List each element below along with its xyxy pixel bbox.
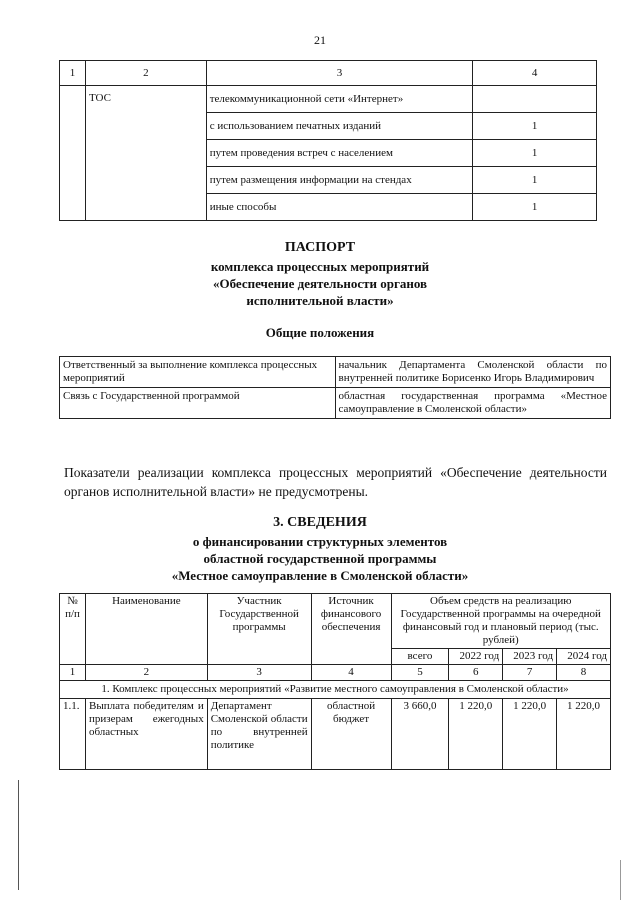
empty-cell: [60, 86, 86, 221]
col-number: 8: [557, 665, 611, 681]
col-number: 2: [85, 665, 207, 681]
header-year: 2024 год: [557, 649, 611, 665]
section3-subtitle-line: «Местное самоуправление в Смоленской области»: [171, 568, 469, 583]
value-cell: 1: [473, 113, 597, 140]
row-2022: 1 220,0: [449, 699, 503, 770]
header-year: 2023 год: [503, 649, 557, 665]
table-row: [60, 388, 611, 419]
value-cell: областная государственная программа «Местное самоуправление в Смоленской области»: [335, 388, 611, 419]
label-cell: Связь с Государственной программой: [60, 388, 336, 419]
col-number: 6: [449, 665, 503, 681]
row-total: 3 660,0: [391, 699, 449, 770]
scan-margin-line: [18, 780, 19, 890]
value-cell: [473, 86, 597, 113]
method-cell: путем размещения информации на стендах: [206, 167, 473, 194]
row-participant: Департамент Смоленской области по внутренней политике: [207, 699, 311, 770]
header-year: 2022 год: [449, 649, 503, 665]
tos-label: ТОС: [85, 86, 206, 221]
row-source: областной бюджет: [311, 699, 391, 770]
value-cell: 1: [473, 140, 597, 167]
method-cell: иные способы: [206, 194, 473, 221]
table-header-row: [60, 61, 597, 86]
passport-subtitle-line: «Обеспечение деятельности органов: [212, 276, 428, 291]
table-row: [60, 357, 611, 388]
section3-title: 3. СВЕДЕНИЯ: [273, 515, 367, 530]
header-cell: 4: [473, 61, 597, 86]
communication-methods-table: [59, 60, 597, 221]
passport-subtitle: [0, 258, 640, 309]
col-number: 5: [391, 665, 449, 681]
header-total: всего: [391, 649, 449, 665]
row-name: Выплата победителям и призерам ежегодных областных: [85, 699, 207, 770]
row-2023: 1 220,0: [503, 699, 557, 770]
passport-title: ПАСПОРТ: [284, 240, 356, 255]
scan-margin-line: [620, 860, 621, 900]
col-number: 1: [60, 665, 86, 681]
col-number: 3: [207, 665, 311, 681]
financing-table: [59, 593, 611, 770]
value-cell: 1: [473, 167, 597, 194]
indicators-paragraph: Показатели реализации комплекса процессных мероприятий «Обеспечение деятельности органов исполнительной власти» не предусмотрены.: [64, 465, 607, 499]
label-cell: Ответственный за выполнение комплекса процессных мероприятий: [60, 357, 336, 388]
section-row: [60, 681, 611, 699]
header-name: Наименование: [85, 594, 207, 665]
method-cell: телекоммуникационной сети «Интернет»: [206, 86, 473, 113]
value-cell: 1: [473, 194, 597, 221]
passport-subtitle-line: исполнительной власти»: [246, 293, 394, 308]
header-volume: Объем средств на реализацию Государственной программы на очередной финансовый год и плановый период (тыс. рублей): [391, 594, 610, 649]
table-header-row: [60, 594, 611, 649]
header-participant: Участник Государственной программы: [207, 594, 311, 665]
section-row-label: 1. Комплекс процессных мероприятий «Развитие местного самоуправления в Смоленской области»: [60, 681, 611, 699]
header-num: № п/п: [60, 594, 86, 665]
general-provisions-heading: Общие положения: [265, 325, 375, 340]
header-cell: 3: [206, 61, 473, 86]
header-source: Источник финансового обеспечения: [311, 594, 391, 665]
col-number: 4: [311, 665, 391, 681]
row-2024: 1 220,0: [557, 699, 611, 770]
header-cell: 1: [60, 61, 86, 86]
page-number: 21: [314, 33, 326, 47]
section3-subtitle: [0, 533, 640, 584]
general-provisions-table: [59, 356, 611, 419]
header-cell: 2: [85, 61, 206, 86]
method-cell: путем проведения встреч с населением: [206, 140, 473, 167]
col-number: 7: [503, 665, 557, 681]
value-cell: начальник Департамента Смоленской области по внутренней политике Борисенко Игорь Владимирович: [335, 357, 611, 388]
section3-subtitle-line: областной государственной программы: [203, 551, 437, 566]
row-num: 1.1.: [60, 699, 86, 770]
section3-subtitle-line: о финансировании структурных элементов: [192, 534, 448, 549]
passport-subtitle-line: комплекса процессных мероприятий: [210, 259, 430, 274]
method-cell: с использованием печатных изданий: [206, 113, 473, 140]
column-number-row: [60, 665, 611, 681]
table-row: [60, 699, 611, 770]
table-row: [60, 86, 597, 113]
